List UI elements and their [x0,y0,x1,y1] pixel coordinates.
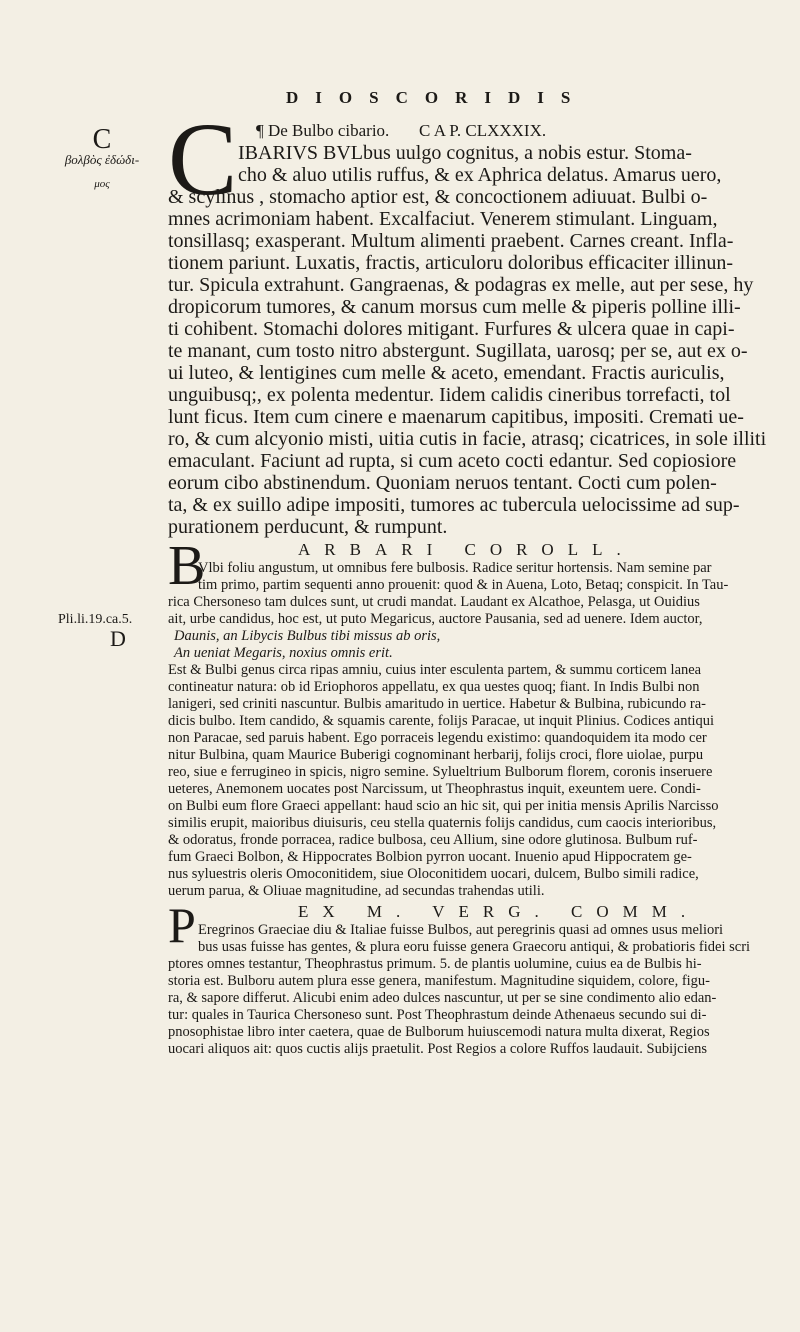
margin-letter-d: D [110,626,126,651]
verg-heading: EX M. VERG. COMM. [298,902,700,921]
chapter-cap: C A P. CLXXXIX. [419,121,547,140]
barbari-lines [168,560,788,900]
margin-greek-note: βολβὸς ἐδώδι- [64,152,140,167]
verg-lines [168,922,788,1058]
text-line: tim primo, partim sequenti anno prouenit: quod & in Auena, Loto, Betaq; conspicit. In Tau- [198,577,729,593]
chapter-title-line: ¶ De Bulbo cibario. C A P. CLXXXIX. [256,121,547,140]
running-head: DIOSCORIDIS [286,88,588,107]
text-line: IBARIVS BVLbus uulgo cognitus, a nobis estur. Stoma- [238,142,692,164]
text-line: tonsillasq; exasperant. Multum alimenti praebent. Carnes creant. Infla- [168,230,734,252]
text-line: bus usas fuisse has gentes, & plura eoru fuisse genera Graecoru antiqui, & probatioris fidei scri [198,939,751,955]
chapter-dropcap: C [168,102,238,217]
chapter-lines [168,142,788,538]
text-line: tionem pariunt. Luxatis, fractis, articuloru doloribus efficaciter illinun- [168,252,734,274]
text-line: nus syluestris oleris Omoconitidem, siue Oloconitidem uocari, dulcem, Bulbo simili radice, [168,866,699,882]
text-line: ti cohibent. Stomachi dolores mitigant. Furfures & ulcera quae in capi- [168,318,735,340]
text-line: storia est. Bulboru autem plura esse genera, manifestum. Magnitudine siquidem, colore, figu- [168,973,711,989]
text-line: ro, & cum alcyonio misti, uitia cutis in facie, atrasq; cicatrices, in sole illiti [168,428,767,450]
text-line: ueteres, Anemonem uocates post Narcissum, ut Theophrastus inquit, exeuntem uere. Condi- [168,781,701,797]
text-line: purationem perducunt, & rumpunt. [168,516,448,538]
text-line: rica Chersoneso tam dulces sunt, ut crudi mandat. Laudant ex Alcathoe, Pelasga, ut Ouidius [168,594,700,610]
text-line: & odoratus, fronde porracea, radice bulbosa, ceu Allium, sine odore glutinosa. Bulbum ruf- [168,832,698,848]
margin-letter-c: C [92,124,112,155]
margin-greek-note-2: μος [94,178,110,190]
text-line: on Bulbi eum flore Graeci appellant: haud scio an hic sit, qui per initia mensis Aprilis Narcisso [168,798,719,814]
chapter-title: De Bulbo cibario. [267,121,390,140]
text-line: lanigeri, sed criniti nascuntur. Bulbis amaritudo in uertice. Habetur & Bulbina, rubicundo ra- [168,696,706,712]
text-line: Vlbi foliu angustum, ut omnibus fere bulbosis. Radice seritur hortensis. Nam semine par [198,560,712,576]
text-line: ta, & ex suillo adipe impositi, tumores ac tubercula uelocissime ad sup- [168,494,740,516]
text-line: dropicorum tumores, & canum morsus cum melle & piperis polline illi- [168,296,741,318]
text-line: tur. Spicula extrahunt. Gangraenas, & podagras ex melle, aut per sese, hy [168,274,754,296]
chapter-block [168,102,788,538]
text-line: cho & aluo utilis ruffus, & ex Aphrica delatus. Amarus uero, [238,164,722,186]
text-line: ui luteo, & lentigines cum melle & aceto, emendant. Fractis auriculis, [168,362,725,384]
text-line: eorum cibo abstinendum. Quoniam neruos tentant. Cocti cum polen- [168,472,717,494]
text-line: nitur Bulbina, quam Maurice Buberigi cognominant herbarij, folijs croci, flore uiolae, purpu [168,747,704,763]
verg-block [168,897,788,1058]
main-text [168,102,788,1058]
text-line: non Paracae, sed paruis habent. Ego porraceis legendu existimo: quandoquidem ita modo cer [168,730,707,746]
margin-pliny-reference: Pli.li.19.ca.5. [58,612,133,627]
text-line: Eregrinos Graeciae diu & Italiae fuisse Bulbos, aut peregrinis quasi ad omnes usus meliori [198,922,724,938]
text-line: fum Graeci Bolbon, & Hippocrates Bolbion pyrron uocant. Inuenio apud Hippocratem ge- [168,849,692,865]
text-line: lunt ficus. Item cum cinere e maenarum capitibus, impositi. Cremati ue- [168,406,744,428]
text-line: & scylinus , stomacho aptior est, & concoctionem adiuuat. Bulbi o- [168,186,708,208]
text-line: uerum parua, & Oliuae magnitudine, ad secundas trahendas utili. [168,883,545,899]
text-line: uocari aliquos ait: quos cuctis alijs praetulit. Post Regios a colore Ruffos laudauit. Subijciens [168,1041,707,1057]
text-line: Daunis, an Libycis Bulbus tibi missus ab oris, [174,628,441,644]
barbari-heading: ARBARI COROLL. [298,540,635,559]
text-line: dicis bulbo. Item candido, & squamis carente, folijs Paracae, ut inquit Plinius. Codices antiqui [168,713,715,729]
text-line: mnes acrimoniam habent. Excalfaciut. Venerem stimulant. Linguam, [168,208,718,230]
text-line: ptores omnes testantur, Theophrastus primum. 5. de plantis uolumine, cuius ea de Bulbis hi- [168,956,702,972]
text-line: te manant, cum tosto nitro abstergunt. Sugillata, uarosq; per se, aut ex o- [168,340,748,362]
text-line: tur: quales in Taurica Chersoneso sunt. Post Theophrastum deinde Athenaeus secundo sui di- [168,1007,707,1023]
text-line: Est & Bulbi genus circa ripas amniu, cuius inter esculenta partem, & summu corticem lanea [168,662,702,678]
text-line: An ueniat Megaris, noxius omnis erit. [174,645,393,661]
text-line: pnosophistae libro inter caetera, quae de Bulborum huiuscemodi natura multa dixerat, Regios [168,1024,710,1040]
barbari-dropcap: B [168,535,206,597]
text-line: ra, & sapore differut. Alicubi enim adeo dulces nascuntur, ut per se sine condimento alio edan- [168,990,717,1006]
text-line: reo, siue e ferrugineo in spicis, nigro semine. Sylueltrium Bulborum florem, coronis inseruere [168,764,713,780]
text-line: emaculant. Faciunt ad rupta, si cum aceto cocti edantur. Sed copiosiore [168,450,737,472]
text-line: similis erupit, maioribus diuisuris, ceu stella quaternis folijs candidus, cum caocis interioribus, [168,815,717,831]
text-line: unguibusq;, ex polenta medentur. Iidem calidis cineribus torrefacti, tol [168,384,731,406]
text-line: ait, urbe candidus, hoc est, ut puto Megaricus, auctore Pausania, sed ad uenere. Idem auctor, [168,611,703,627]
text-line: contineatur natura: ob id Eriophoros appellatu, ex qua uestes quoq; fiant. In Indis Bulbi non [168,679,700,695]
barbari-block [168,535,788,900]
verg-dropcap: P [168,897,196,953]
